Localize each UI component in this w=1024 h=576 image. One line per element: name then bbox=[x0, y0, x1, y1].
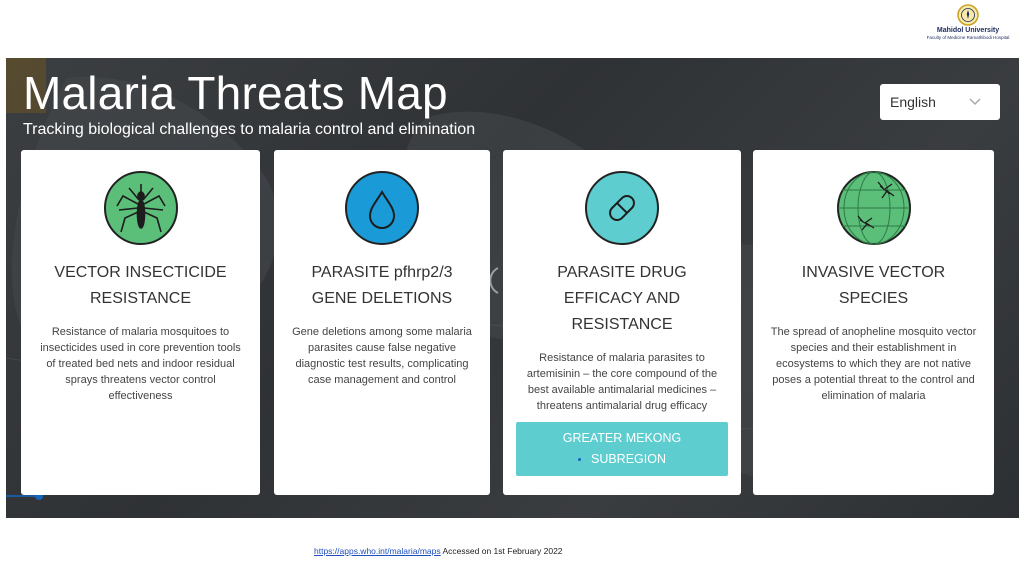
button-label-line2: SUBREGION bbox=[516, 449, 728, 470]
app-subtitle: Tracking biological challenges to malaria control and elimination bbox=[23, 121, 476, 138]
card-parasite-gene-deletions[interactable] bbox=[274, 150, 490, 495]
greater-mekong-subregion-button[interactable] bbox=[516, 422, 728, 476]
app-screenshot bbox=[6, 58, 1019, 518]
bullet-icon bbox=[578, 458, 581, 461]
pill-icon bbox=[584, 170, 660, 246]
chevron-down-icon bbox=[968, 94, 982, 108]
card-description: Resistance of malaria parasites to artemisinin – the core compound of the best available antimalarial medicines – threatens antimalarial drug efficacy bbox=[526, 352, 718, 412]
card-vector-insecticide-resistance[interactable] bbox=[21, 150, 260, 495]
card-description: The spread of anopheline mosquito vector species and their establishment in ecosystems to which they are not native poses a potential threat to the control and elimination of malaria bbox=[770, 326, 977, 402]
app-title: Malaria Threats Map bbox=[23, 67, 448, 119]
accessed-date: Accessed on 1st February 2022 bbox=[440, 546, 563, 556]
language-select[interactable] bbox=[880, 84, 1000, 120]
language-select-value: English bbox=[890, 94, 936, 110]
university-seal-icon bbox=[957, 4, 979, 26]
drop-icon bbox=[344, 170, 420, 246]
card-parasite-drug-efficacy[interactable] bbox=[503, 150, 741, 495]
university-logo bbox=[918, 4, 1018, 41]
faculty-name: Faculty of Medicine Ramathibodi Hospital bbox=[926, 35, 1010, 40]
card-description: Gene deletions among some malaria parasites cause false negative diagnostic test results, complicating case management and control bbox=[292, 326, 472, 386]
card-title: PARASITE DRUG EFFICACY AND RESISTANCE bbox=[557, 264, 687, 333]
mosquito-icon bbox=[103, 170, 179, 246]
card-description: Resistance of malaria mosquitoes to insecticides used in core prevention tools of treated bed nets and indoor residual sprays threatens vector control effectiveness bbox=[40, 326, 241, 402]
university-name: Mahidol University bbox=[936, 27, 1000, 34]
card-title: INVASIVE VECTOR SPECIES bbox=[801, 264, 946, 307]
source-citation bbox=[314, 546, 563, 556]
card-invasive-vector-species[interactable] bbox=[753, 150, 994, 495]
button-label-line1: GREATER MEKONG bbox=[562, 431, 682, 445]
globe-mosquitoes-icon bbox=[836, 170, 912, 246]
card-title: VECTOR INSECTICIDE RESISTANCE bbox=[54, 264, 227, 307]
card-title: PARASITE pfhrp2/3 GENE DELETIONS bbox=[311, 264, 453, 307]
source-link[interactable]: https://apps.who.int/malaria/maps bbox=[314, 546, 441, 556]
